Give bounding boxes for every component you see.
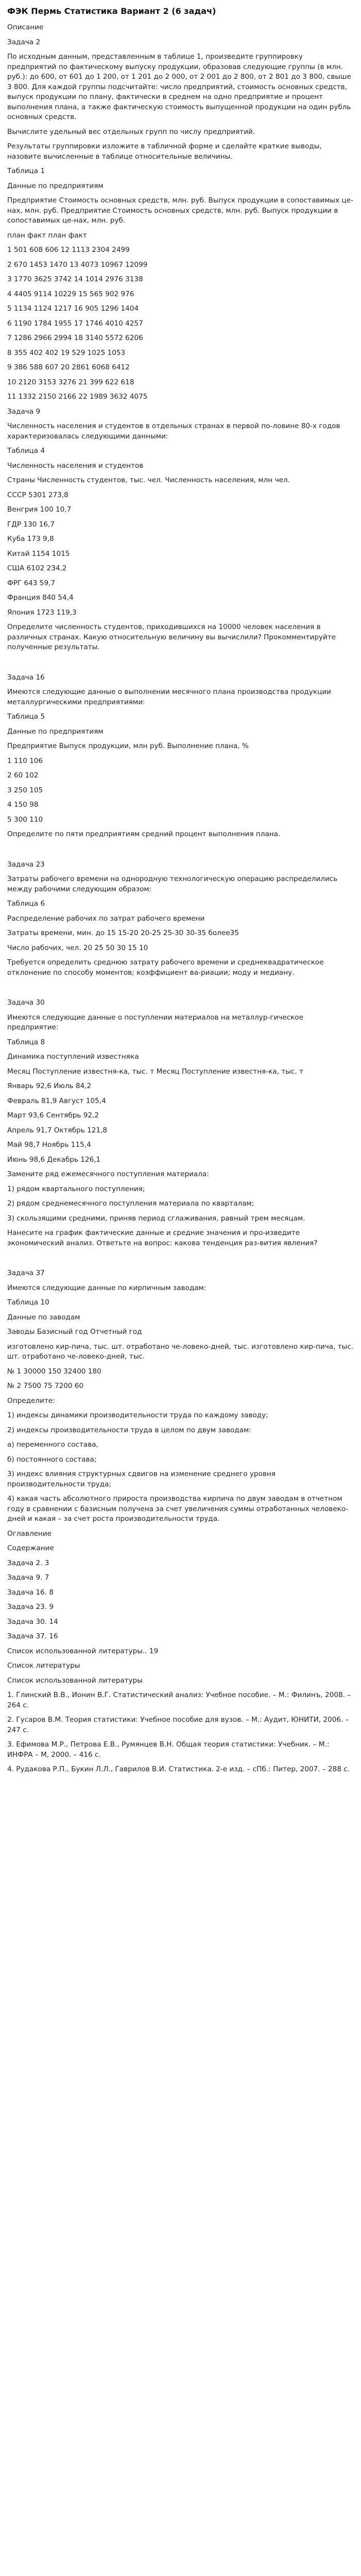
document-paragraph: 5 1134 1124 1217 16 905 1296 1404	[7, 304, 139, 313]
document-paragraph: Список литературы	[7, 1662, 80, 1670]
document-paragraph: Франция 840 54,4	[7, 594, 74, 602]
document-paragraph: 1) индексы динамики производительности труда по каждому заводу;	[7, 1411, 268, 1419]
document-paragraph: № 2 7500 75 7200 60	[7, 1382, 84, 1390]
document-paragraph: ГДР 130 16,7	[7, 520, 55, 529]
document-paragraph: США 6102 234,2	[7, 564, 67, 572]
document-paragraph: б) постоянного состава;	[7, 1455, 97, 1464]
document-paragraph: Имеются следующие данные по кирпичным заводам:	[7, 1283, 207, 1292]
document-paragraph: 1 501 608 606 12 1113 2304 2499	[7, 246, 130, 254]
document-paragraph: Предприятие Стоимость основных средств, млн. руб. Выпуск продукции в сопоставимых це-нах, млн. руб. Предприятие Стоимость основных средств, млн. руб. Выпуск продукции в сопоставимых це-нах, млн. руб.	[7, 196, 354, 225]
document-paragraph: ФРГ 643 59,7	[7, 579, 56, 587]
document-paragraph: Затраты времени, мин. до 15 15-20 20-25 25-30 30-35 более35	[7, 929, 239, 937]
document-paragraph: Задача 2	[7, 38, 41, 46]
document-paragraph: Содержание	[7, 1544, 54, 1552]
document-paragraph: Китай 1154 1015	[7, 549, 70, 558]
document-paragraph: Определите:	[7, 1396, 55, 1405]
document-paragraph: № 1 30000 150 32400 180	[7, 1367, 101, 1376]
document-paragraph: Динамика поступлений известняка	[7, 1053, 139, 1061]
document-paragraph: 4 150 98	[7, 801, 39, 809]
document-paragraph: Таблица 8	[7, 1038, 45, 1046]
document-paragraph: Задача 23	[7, 860, 45, 869]
document-paragraph: Задача 37	[7, 1269, 45, 1277]
document-paragraph: Задача 16. 8	[7, 1588, 54, 1597]
document-paragraph: По исходным данным, представленным в таблице 1, произведите группировку предприятий по фактическому выпуску продукции, образовав следующие группы (в млн. руб.): до 600, от 601 до 1 200, от 1 201 до 2 000, от 2 001 до 2 800, от 2 801 до 3 800, свыше 3 800. Для каждой группы подсчитайте: число предприятий, стоимость основных средств, выпуск продукции по плану, фактически в среднем на одно предприятие и процент выполнения плана, а также фактическую стоимость выпущенной продукции на один рубль основных средств.	[7, 53, 354, 121]
document-paragraph: 2) рядом среднемесячного поступления материала по кварталам;	[7, 1199, 254, 1208]
section-spacer	[7, 1253, 354, 1268]
document-paragraph: Предприятие Выпуск продукции, млн руб. Выполнение плана, %	[7, 742, 249, 750]
document-paragraph: СССР 5301 273,8	[7, 490, 68, 499]
document-paragraph: Задача 9	[7, 407, 41, 416]
document-paragraph: Имеются следующие данные о поступлении материалов на металлур-гическое предприятие:	[7, 1013, 306, 1031]
document-paragraph: 2) индексы производительности труда в целом по двум заводам:	[7, 1426, 251, 1434]
document-paragraph: Численность населения и студентов	[7, 461, 144, 470]
document-title: ФЭК Пермь Статистика Вариант 2 (6 задач)	[7, 6, 216, 16]
document-paragraph: а) переменного состава,	[7, 1440, 98, 1449]
document-paragraph: Оглавление	[7, 1529, 52, 1538]
document-paragraph: Таблица 6	[7, 900, 45, 908]
document-paragraph: Задача 30	[7, 998, 45, 1007]
document-paragraph: Замените ряд ежемесячного поступления материала:	[7, 1170, 209, 1178]
document-paragraph: Результаты группировки изложите в табличной форме и сделайте краткие выводы, назовите вычисленные в таблице относительные величины.	[7, 142, 324, 161]
document-paragraph: Июнь 98,6 Декабрь 126,1	[7, 1155, 101, 1164]
document-paragraph: Определите по пяти предприятиям средний процент выполнения плана.	[7, 830, 281, 838]
document-paragraph: Задача 2. 3	[7, 1558, 49, 1567]
document-paragraph: 4) какая часть абсолютного прироста производства кирпича по двум заводам в отчетном году в сравнении с базисным получена за счет увеличения суммы отработанных человеко-дней и какая – за счет роста производительности труда.	[7, 1495, 349, 1523]
document-paragraph: Требуется определить среднюю затрату рабочего времени и среднеквадратическое отклонение по способу моментов; коэффициент ва-риации; моду и медиану.	[7, 958, 326, 977]
document-paragraph: Задача 37. 16	[7, 1632, 58, 1640]
document-paragraph: Вычислите удельный вес отдельных групп по числу предприятий.	[7, 127, 255, 136]
document-paragraph: Таблица 10	[7, 1298, 49, 1307]
document-paragraph: Задача 30. 14	[7, 1617, 58, 1626]
document-paragraph: Нанесите на график фактические данные и средние значения и про-изведите экономический анализ. Ответьте на вопрос: какова тенденция раз-вития явления?	[7, 1229, 318, 1247]
document-paragraph: Данные по предприятиям	[7, 727, 104, 736]
document-paragraph: 3) индекс влияния структурных сдвигов на изменение среднего уровня производительности труда;	[7, 1470, 278, 1488]
document-paragraph: Задача 9. 7	[7, 1573, 49, 1582]
document-paragraph: 4. Рудакова Р.П., Букин Л.Л., Гаврилов В.И. Статистика. 2-е изд. – сПб.: Питер, 2007. – 288 с.	[7, 1765, 350, 1773]
document-paragraph: 3 250 105	[7, 786, 43, 794]
document-paragraph: 6 1190 1784 1955 17 1746 4010 4257	[7, 319, 143, 328]
document-paragraph: 1) рядом квартального поступления;	[7, 1184, 145, 1193]
document-paragraph: Список использованной литературы	[7, 1676, 143, 1685]
section-spacer	[7, 657, 354, 673]
document-paragraph: Куба 173 9,8	[7, 535, 54, 543]
document-paragraph: изготовлено кир-пича, тыс. шт. отработано че-ловеко-дней, тыс. изготовлено кир-пича, тыс. шт. отработано че-ловеко-дней, тыс.	[7, 1342, 356, 1361]
document-paragraph: 11 1332 2150 2166 22 1989 3632 4075	[7, 393, 148, 401]
document-paragraph: Январь 92,6 Июль 84,2	[7, 1082, 92, 1090]
document-paragraph: 3. Ефимова М.Р., Петрова Е.В., Румянцев В.Н. Общая теория статистики: Учебник. – М.: ИНФРА – М, 2000. – 416 с.	[7, 1740, 332, 1759]
document-paragraph: Март 93,6 Сентябрь 92,2	[7, 1111, 99, 1120]
document-paragraph: Япония 1723 119,3	[7, 608, 77, 617]
document-paragraph: 2 670 1453 1470 13 4073 10967 12099	[7, 260, 148, 269]
document-paragraph: Данные по заводам	[7, 1313, 80, 1321]
document-paragraph: 1 110 106	[7, 756, 43, 765]
document-paragraph: 5 300 110	[7, 815, 43, 824]
document-paragraph: 1. Глинский В.В., Ионин В.Г. Статистический анализ: Учебное пособие. – М.: Филинъ, 2008. – 264 с.	[7, 1691, 353, 1709]
document-paragraph: Задача 23. 9	[7, 1603, 54, 1611]
document-paragraph: Список использованной литературы.. 19	[7, 1647, 159, 1655]
document-paragraph: план факт план факт	[7, 231, 87, 240]
document-paragraph: Число рабочих, чел. 20 25 50 30 15 10	[7, 943, 148, 952]
document-body	[7, 23, 354, 1775]
document-paragraph: Определите численность студентов, приходившихся на 10000 человек населения в различных странах. Какую относительную величину вы вычислили? Прокомментируйте полученные результаты.	[7, 623, 338, 651]
document-paragraph: Венгрия 100 10,7	[7, 505, 72, 514]
document-paragraph: Заводы Базисный год Отчетный год	[7, 1328, 142, 1336]
document-paragraph: 2. Гусаров В.М. Теория статистики: Учебное пособие для вузов. – М.: Аудит, ЮНИТИ, 2006. – 247 с.	[7, 1716, 351, 1734]
document-paragraph: 3 1770 3625 3742 14 1014 2976 3138	[7, 275, 143, 283]
document-paragraph: Описание	[7, 23, 44, 31]
document-paragraph: 7 1286 2966 2994 18 3140 5572 6206	[7, 334, 143, 342]
document-paragraph: 8 355 402 402 19 529 1025 1053	[7, 348, 126, 357]
document-paragraph: Таблица 4	[7, 447, 45, 455]
document-paragraph: Затраты рабочего времени на однородную технологическую операцию распределились между рабочими следующим образом:	[7, 875, 340, 893]
section-spacer	[7, 982, 354, 998]
document-paragraph: Таблица 5	[7, 713, 45, 721]
document-paragraph: Задача 16	[7, 673, 45, 682]
document-paragraph: 3) скользящими средними, приняв период сглаживания, равный трем месяцам.	[7, 1214, 305, 1223]
document-paragraph: Данные по предприятиям	[7, 181, 104, 190]
document-paragraph: Распределение рабочих по затрат рабочего времени	[7, 914, 205, 923]
document-paragraph: Май 98,7 Ноябрь 115,4	[7, 1141, 91, 1149]
document-paragraph: 9 386 588 607 20 2861 6068 6412	[7, 363, 130, 371]
section-spacer	[7, 844, 354, 860]
document-paragraph: Апрель 91,7 Октябрь 121,8	[7, 1126, 108, 1134]
document-paragraph: Месяц Поступление известня-ка, тыс. т Месяц Поступление известня-ка, тыс. т	[7, 1067, 303, 1076]
document-paragraph: Февраль 81,9 Август 105,4	[7, 1096, 106, 1105]
document-paragraph: Численность населения и студентов в отдельных странах в первой по-ловине 80-х годов характеризовалась следующими данными:	[7, 422, 342, 440]
document-paragraph: 10 2120 3153 3276 21 399 622 618	[7, 378, 134, 386]
document-paragraph: 2 60 102	[7, 771, 39, 779]
document-paragraph: 4 4405 9114 10229 15 565 902 976	[7, 290, 134, 298]
document-paragraph: Таблица 1	[7, 167, 45, 175]
document-paragraph: Страны Численность студентов, тыс. чел. Численность населения, млн чел.	[7, 476, 290, 484]
document-paragraph: Имеются следующие данные о выполнении месячного плана производства продукции металлургическими предприятиями:	[7, 688, 334, 706]
